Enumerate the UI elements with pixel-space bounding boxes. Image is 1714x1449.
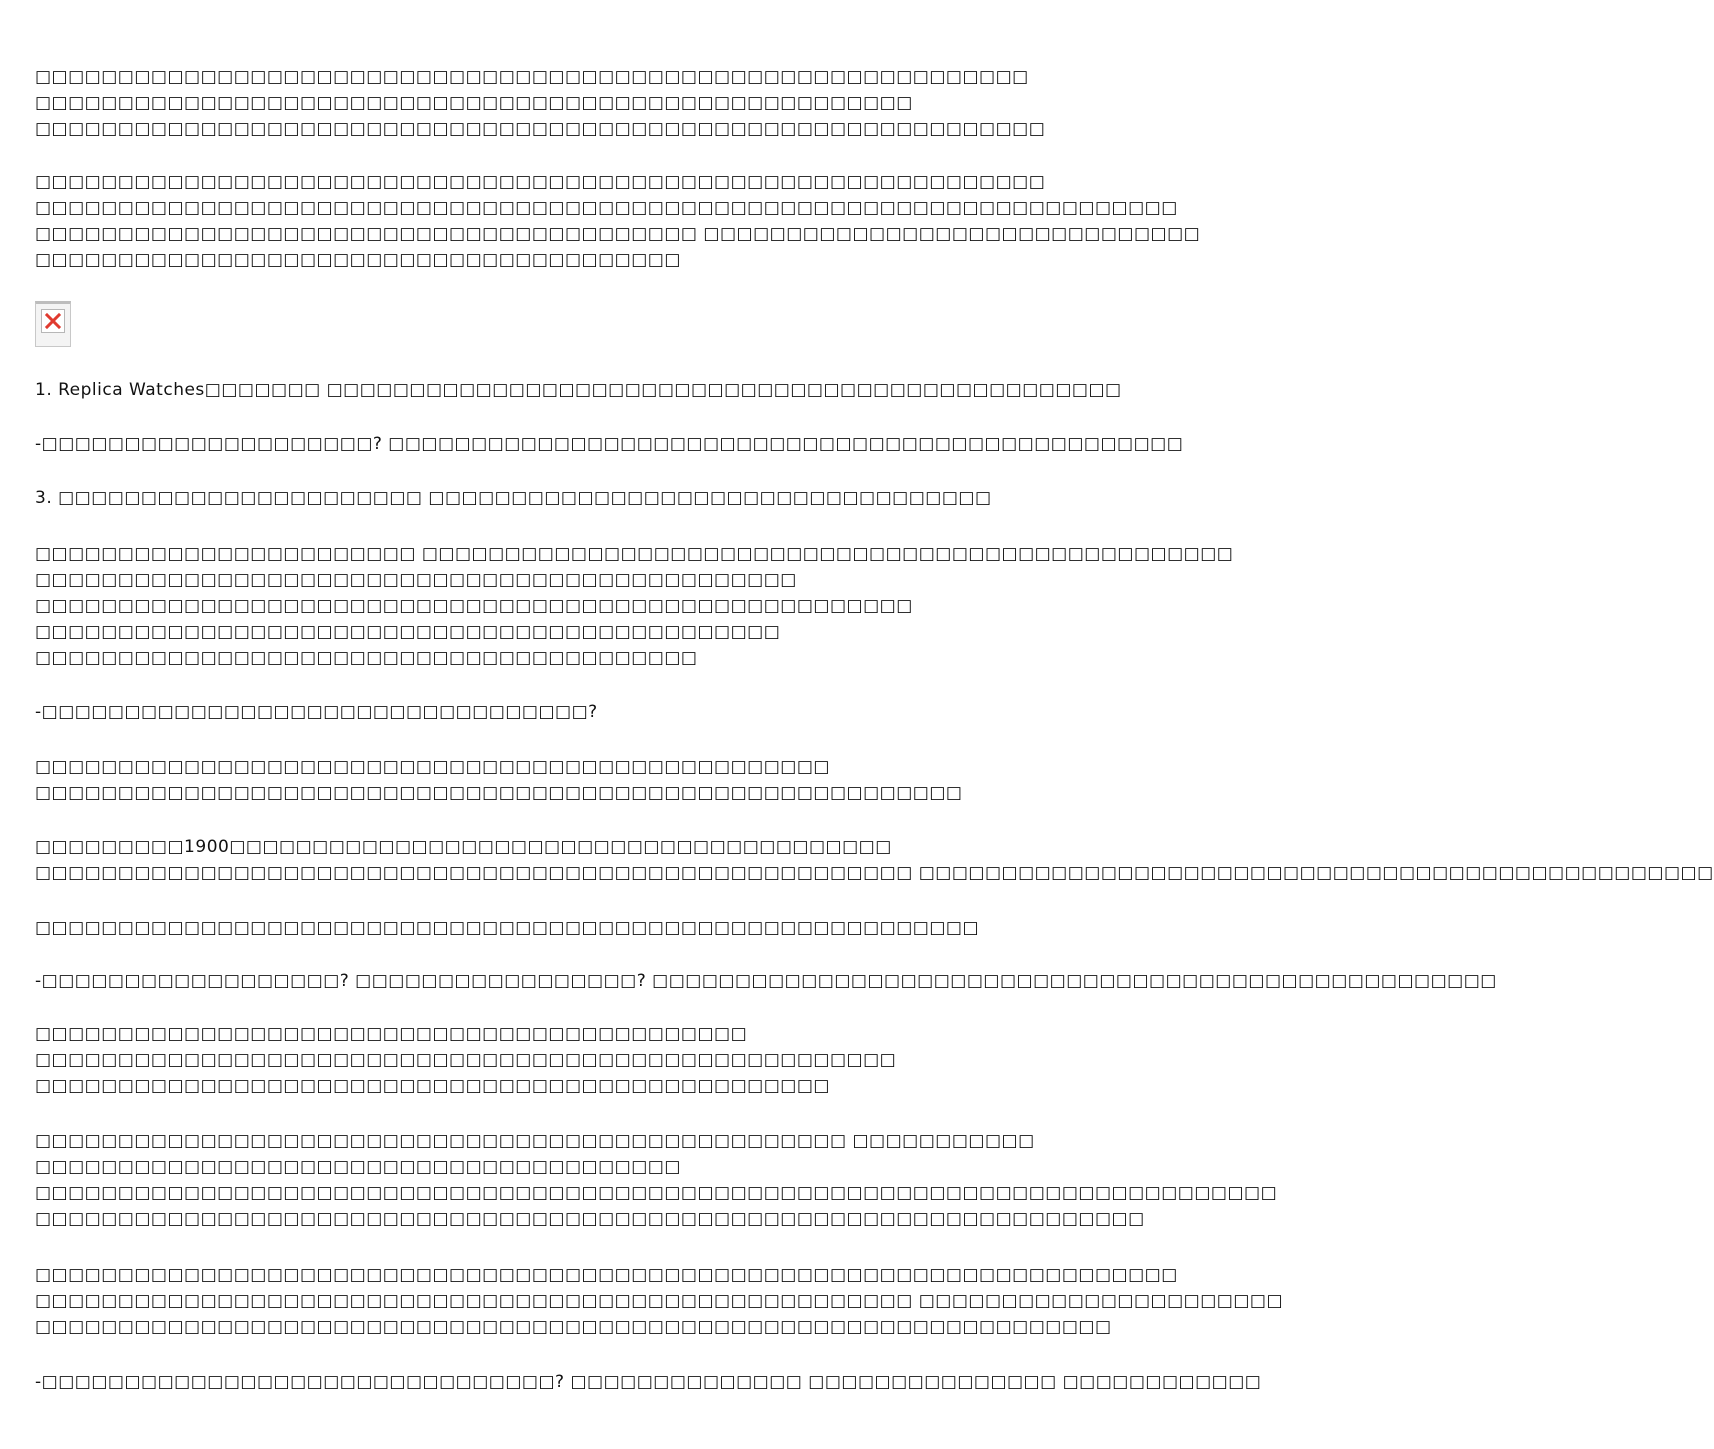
paragraph-line: □□□□□□□□□□□□□□□□□□□□□□□□□□□□□□□□□□□□□□□□□□□□□□□□□□□□□ □□□□□□□□□□□□□□□□□□□□□□ (35, 1291, 1284, 1311)
paragraph-line: □□□□□□□□□□□□□□□□□□□□□□□□□□□□□□□□□□□□□□□□□□□□□□□□□□□□□□□□□□□□□ (35, 119, 1046, 139)
paragraph-line: □□□□□□□□□□□□□□□□□□□□□□□□□□□□□□□□□□□□□□□□□□□□□□□□□□□□□ (35, 93, 913, 113)
paragraph-line: □□□□□□□□□□□□□□□□□□□□□□□□□□□□□□□□□□□□□□□□□□□□□□□□□□□□□□□□□ (35, 918, 980, 938)
paragraph-15 (35, 1369, 1262, 1395)
paragraph-line: □□□□□□□□□□□□□□□□□□□□□□□□□□□□□□□□□□□□□□□□□□□□□□□□□ □□□□□□□□□□□ (35, 1131, 1035, 1151)
paragraph-line: □□□□□□□□□□□□□□□□□□□□□□□□□□□□□□□□□□□□□□□□□□□□□□□□□□□□□□□□ (35, 783, 963, 803)
paragraph-line: □□□□□□□□□□□□□□□□□□□□□□□□□□□□□□□□□□□□□□□□□□□□□□□□□□□□□□□□□□□□ (35, 67, 1029, 87)
paragraph-line: □□□□□□□□□□□□□□□□□□□□□□□□□□□□□□□□□□□□□□□□□□□□□□□□□□□□□ □□□□□□□□□□□□□□□□□□□□□□□□□□□□□□□□□□□□□□□□□□□□□□□□ (35, 863, 1714, 883)
paragraph-line: 3. □□□□□□□□□□□□□□□□□□□□□□ □□□□□□□□□□□□□□□□□□□□□□□□□□□□□□□□□□ (35, 488, 992, 508)
paragraph-line: -□□□□□□□□□□□□□□□□□□□□□□□□□□□□□□□? □□□□□□□□□□□□□□ □□□□□□□□□□□□□□□ □□□□□□□□□□□□ (35, 1372, 1262, 1392)
paragraph-line: □□□□□□□□□□□□□□□□□□□□□□□□□□□□□□□□□□□□□□□ (35, 1157, 681, 1177)
paragraph-8 (35, 754, 995, 806)
paragraph-9 (35, 834, 1714, 886)
paragraph-line: 1. Replica Watches□□□□□□□ □□□□□□□□□□□□□□□□□□□□□□□□□□□□□□□□□□□□□□□□□□□□□□□□ (35, 380, 1122, 400)
paragraph-line: □□□□□□□□□□□□□□□□□□□□□□□□□□□□□□□□□□□□□□□□□□□□□□□□□□□□ (35, 1050, 897, 1070)
paragraph-line: -□□□□□□□□□□□□□□□□□□? □□□□□□□□□□□□□□□□□? □□□□□□□□□□□□□□□□□□□□□□□□□□□□□□□□□□□□□□□□□□□□□□□□□□□ (35, 971, 1497, 991)
paragraph-10 (35, 915, 995, 941)
paragraph-line: □□□□□□□□□□□□□□□□□□□□□□□□□□□□□□□□□□□□□□□□□□□□□□ (35, 570, 797, 590)
paragraph-line: □□□□□□□□□□□□□□□□□□□□□□□□□□□□□□□□□□□□□□□ (35, 250, 681, 270)
paragraph-7 (35, 699, 995, 725)
paragraph-line: □□□□□□□□□□□□□□□□□□□□□□□□□□□□□□□□□□□□□□□□□□□□□□□□□□□□□□□□□□□□□ (35, 172, 1046, 192)
paragraph-6 (35, 541, 1234, 671)
image-frame (41, 309, 65, 333)
paragraph-line: □□□□□□□□□□□□□□□□□□□□□□□□□□□□□□□□□□□□□□□□ □□□□□□□□□□□□□□□□□□□□□□□□□□□□□□ (35, 224, 1201, 244)
paragraph-line: □□□□□□□□□□□□□□□□□□□□□□□□□□□□□□□□□□□□□□□□□□□□□□□□□□□□□□□□□□□□□□□□□□□ (35, 1209, 1145, 1229)
paragraph-line: □□□□□□□□□□□□□□□□□□□□□□□□□□□□□□□□□□□□□□□□ (35, 648, 698, 668)
paragraph-line: □□□□□□□□□□□□□□□□□□□□□□□□□□□□□□□□□□□□□□□□□□□□□ (35, 622, 781, 642)
paragraph-line: -□□□□□□□□□□□□□□□□□□□□? □□□□□□□□□□□□□□□□□□□□□□□□□□□□□□□□□□□□□□□□□□□□□□□□ (35, 434, 1184, 454)
paragraph-line: □□□□□□□□□□□□□□□□□□□□□□□□□□□□□□□□□□□□□□□□□□□□□□□□□□□□□□□□□□□□□□□□□□□□□ (35, 1265, 1178, 1285)
paragraph-11 (35, 968, 1497, 994)
paragraph-line: -□□□□□□□□□□□□□□□□□□□□□□□□□□□□□□□□□? (35, 702, 598, 722)
paragraph-line: □□□□□□□□□□□□□□□□□□□□□□□□□□□□□□□□□□□□□□□□□□□□□□□□ (35, 1076, 830, 1096)
paragraph-12 (35, 1021, 995, 1099)
paragraph-line: □□□□□□□□□□□□□□□□□□□□□□□□□□□□□□□□□□□□□□□□□□□□□□□□□□□□□□□□□□□□□□□□□ (35, 1317, 1112, 1337)
paragraph-line: □□□□□□□□□1900□□□□□□□□□□□□□□□□□□□□□□□□□□□□□□□□□□□□□□□□ (35, 837, 892, 857)
paragraph-3 (35, 377, 1122, 403)
paragraph-line: □□□□□□□□□□□□□□□□□□□□□□□□□□□□□□□□□□□□□□□□□□□□□□□□□□□□□ (35, 596, 913, 616)
paragraph-line: □□□□□□□□□□□□□□□□□□□□□□□ □□□□□□□□□□□□□□□□□□□□□□□□□□□□□□□□□□□□□□□□□□□□□□□□□ (35, 544, 1234, 564)
paragraph-line: □□□□□□□□□□□□□□□□□□□□□□□□□□□□□□□□□□□□□□□□□□□□□□□□□□□□□□□□□□□□□□□□□□□□□ (35, 198, 1178, 218)
paragraph-4 (35, 431, 1184, 457)
paragraph-1 (35, 64, 1046, 142)
paragraph-2 (35, 169, 1201, 273)
paragraph-5 (35, 485, 995, 511)
paragraph-line: □□□□□□□□□□□□□□□□□□□□□□□□□□□□□□□□□□□□□□□□□□□□□□□□□□□□□□□□□□□□□□□□□□□□□□□□□□□ (35, 1183, 1278, 1203)
paragraph-14 (35, 1262, 1284, 1340)
close-x-icon (45, 313, 61, 329)
paragraph-13 (35, 1128, 1278, 1232)
paragraph-line: □□□□□□□□□□□□□□□□□□□□□□□□□□□□□□□□□□□□□□□□□□□ (35, 1024, 748, 1044)
paragraph-line: □□□□□□□□□□□□□□□□□□□□□□□□□□□□□□□□□□□□□□□□□□□□□□□□ (35, 757, 830, 777)
broken-image-icon (35, 301, 71, 347)
